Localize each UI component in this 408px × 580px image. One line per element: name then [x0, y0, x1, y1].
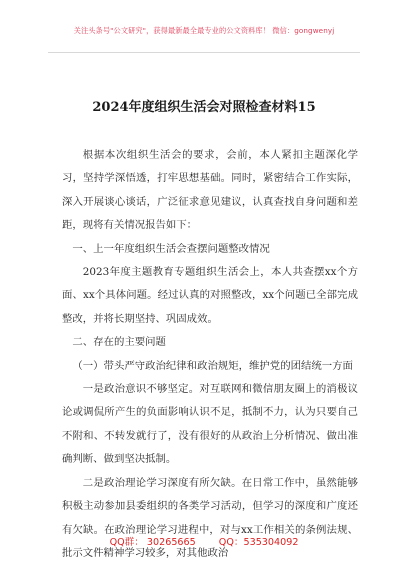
- header-divider: [48, 52, 360, 53]
- body-paragraph: 2023年度主题教育专题组织生活会上，本人共查摆xx个方面、xx个具体问题。经过认真的对照整改，xx个问题已全部完成整改，并将长期坚持、巩固成效。: [62, 266, 358, 325]
- document-body: [62, 144, 358, 565]
- qq-number-label: QQ：535304092: [218, 537, 299, 548]
- page-header: [0, 0, 408, 64]
- section-heading-2: 二、存在的主要问题: [72, 336, 166, 349]
- body-paragraph: 二是政治理论学习深度有所欠缺。在日常工作中，虽然能够积极主动参加县委组织的各类学习活动，但学习的深度和广度还有欠缺。在政治理论学习进程中，对与xx工作相关的条例法规、批示文件精神学习较多，对其他政治: [62, 476, 358, 559]
- intro-paragraph: 根据本次组织生活会的要求，会前，本人紧扣主题深化学习，坚持学深悟透，打牢思想基础。同时，紧密结合工作实际，深入开展谈心谈话，广泛征求意见建议，认真查找自身问题和差距，现将有关情况报告如下：: [62, 149, 358, 232]
- page-footer: [0, 534, 408, 548]
- document-title: 2024年度组织生活会对照检查材料15: [92, 100, 316, 115]
- qq-group-label: QQ群： 30265665: [109, 537, 196, 548]
- header-note: 关注头条号"公文研究"，获得最新最全最专业的公文资料库！ 微信：gongwenyj: [73, 26, 335, 35]
- section-heading-1: 一、上一年度组织生活会查摆问题整改情况: [72, 242, 270, 255]
- subsection-heading-1: （一）带头严守政治纪律和政治规矩，维护党的团结统一方面: [72, 359, 353, 372]
- body-paragraph: 一是政治意识不够坚定。对互联网和微信朋友圈上的消极议论或调侃所产生的负面影响认识不足，抵制不力，认为只要自己不附和、不转发就行了，没有很好的从政治上分析情况、做出准确判断、做到坚决抵制。: [62, 383, 358, 466]
